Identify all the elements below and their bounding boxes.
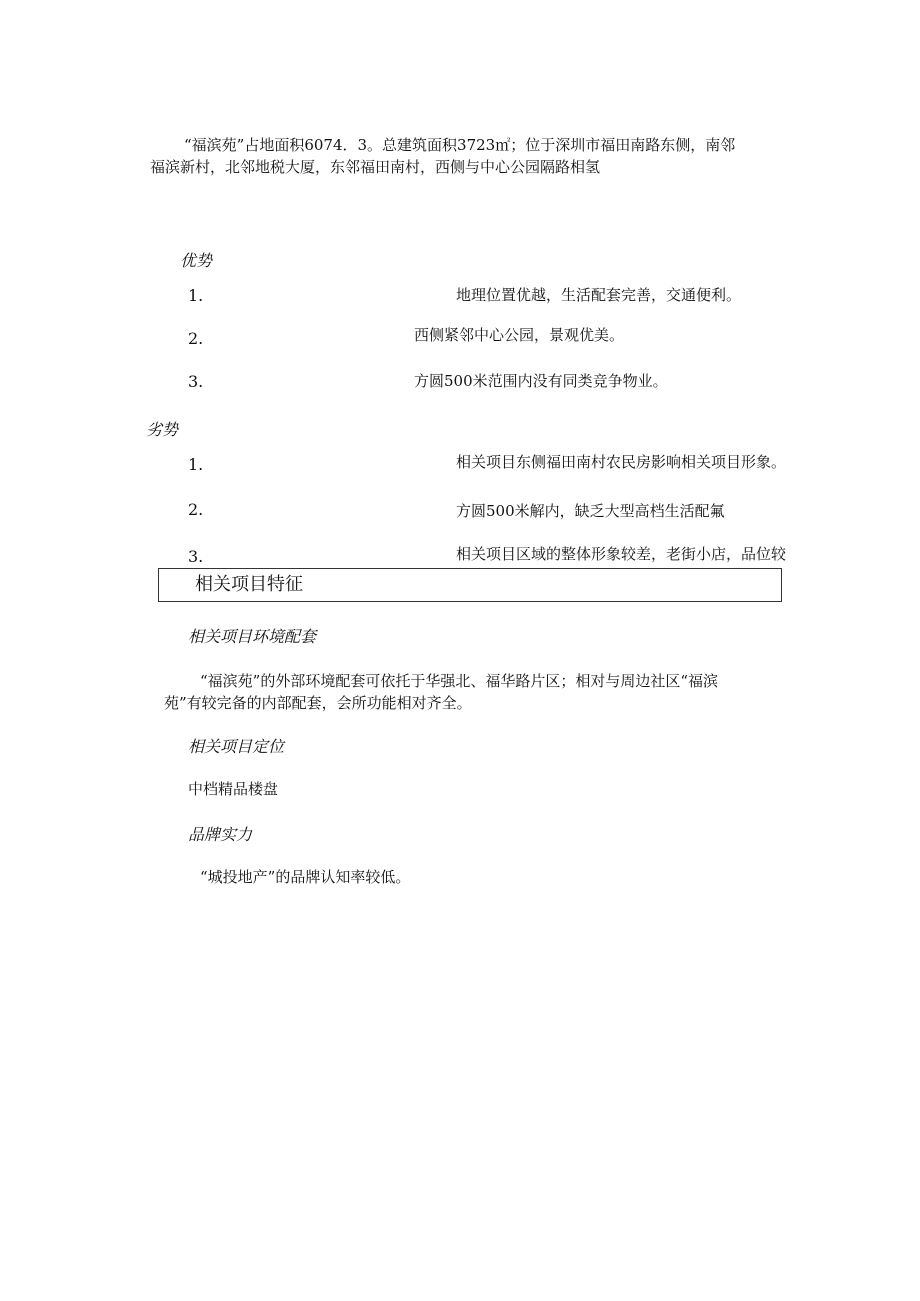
positioning-text: 中档精品楼盘	[188, 780, 279, 798]
advantages-heading: 优势	[180, 251, 213, 270]
environment-line-2: 苑”有较完备的内部配套，会所功能相对齐全。	[164, 694, 472, 712]
section-header-box	[158, 568, 782, 602]
item-text: 方圆500米解内，缺乏大型高档生活配氟	[456, 502, 725, 520]
item-number: 3.	[188, 372, 204, 391]
item-number: 1.	[188, 455, 204, 474]
section-title: 相关项目特征	[195, 574, 303, 595]
item-number: 2.	[188, 500, 204, 519]
environment-line-1: “福滨苑”的外部环境配套可依托于华强北、福华路片区；相对与周边社区“福滨	[200, 672, 719, 690]
environment-heading: 相关项目环境配套	[188, 627, 317, 646]
positioning-heading: 相关项目定位	[188, 737, 285, 756]
intro-line-1: “福滨苑”占地面积6074．3。总建筑面积3723㎡；位于深圳市福田南路东侧，南邻	[184, 136, 736, 154]
item-text: 相关项目东侧福田南村农民房影响相关项目形象。	[456, 453, 787, 471]
item-number: 2.	[188, 329, 204, 348]
intro-line-2: 福滨新村，北邻地税大厦，东邻福田南村，西侧与中心公园隔路相氢	[150, 158, 601, 176]
brand-heading: 品牌实力	[188, 825, 253, 844]
item-text: 相关项目区域的整体形象较差，老街小店，品位较	[456, 545, 787, 563]
item-number: 1.	[188, 286, 204, 305]
brand-text: “城投地产”的品牌认知率较低。	[200, 868, 411, 886]
item-number: 3.	[188, 547, 204, 566]
disadvantages-heading: 劣势	[146, 420, 179, 439]
item-text: 西侧紧邻中心公园，景观优美。	[414, 326, 625, 344]
item-text: 方圆500米范围内没有同类竞争物业。	[414, 372, 668, 390]
item-text: 地理位置优越，生活配套完善，交通便利。	[456, 286, 742, 304]
